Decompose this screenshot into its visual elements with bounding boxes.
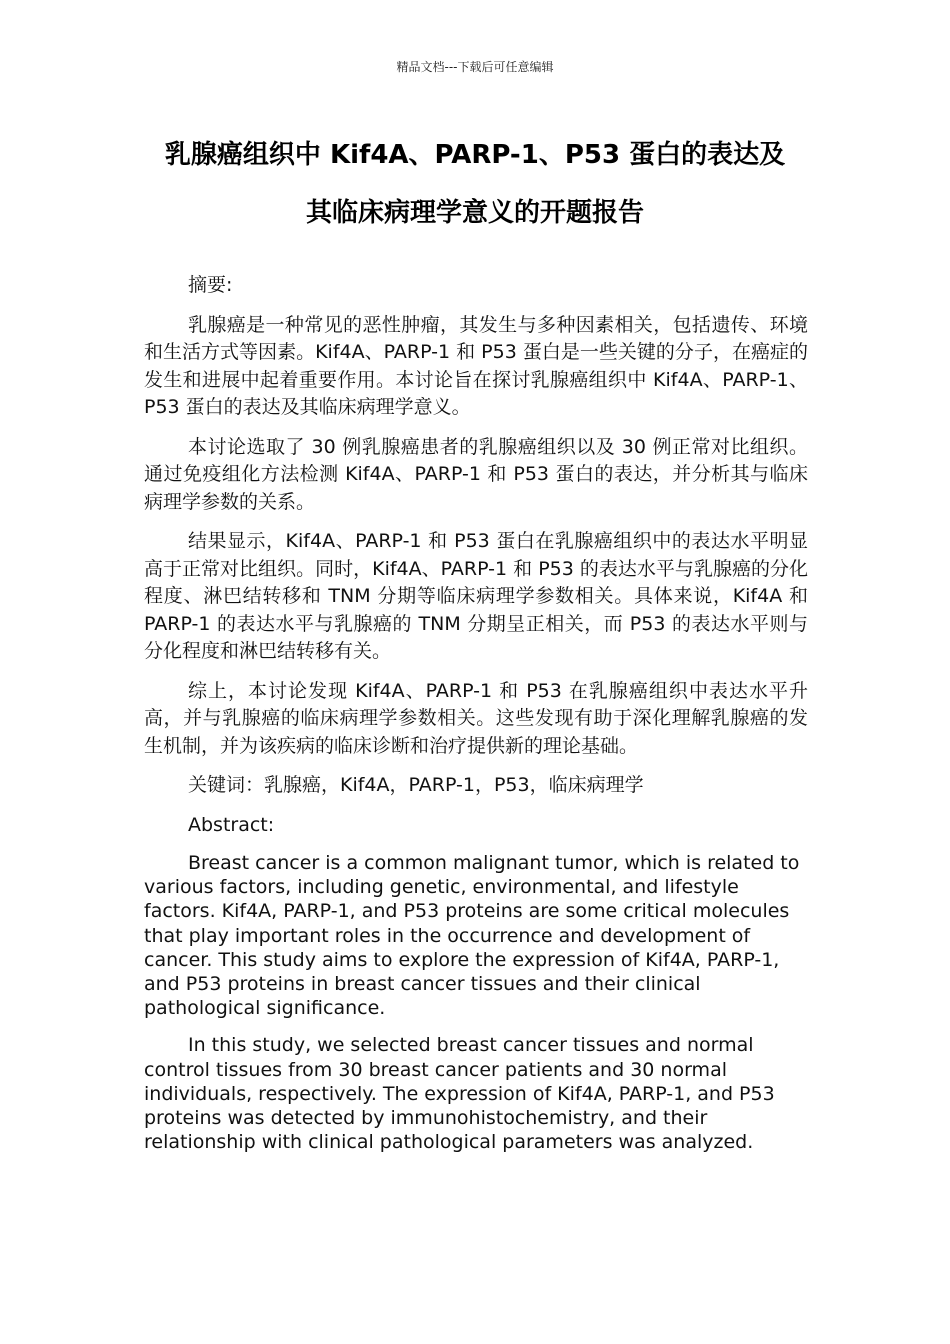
abstract-zh-paragraph-3: 结果显示，Kif4A、PARP-1 和 P53 蛋白在乳腺癌组织中的表达水平明显高于正常对比组织。同时，Kif4A、PARP-1 和 P53 的表达水平与乳腺癌的分化程度、淋巴结转移和 TNM 分期等临床病理学参数相关。具体来说，Kif4A 和 PARP-1 的表达水平与乳腺癌的 TNM 分期呈正相关，而 P53 的表达水平则与分化程度和淋巴结转移有关。 xyxy=(144,530,808,662)
abstract-en-paragraph-1: Breast cancer is a common malignant tumor, which is related to various factors, including genetic, environmental, and lifestyle factors. Kif4A, PARP-1, and P53 proteins are some critical molecules that play important roles in the occurrence and development of cancer. This study aims to explore the expression of Kif4A, PARP-1, and P53 proteins in breast cancer tissues and their clinical pathological significance. xyxy=(144,852,800,1020)
abstract-zh-paragraph-4: 综上，本讨论发现 Kif4A、PARP-1 和 P53 在乳腺癌组织中表达水平升高，并与乳腺癌的临床病理学参数相关。这些发现有助于深化理解乳腺癌的发生机制，并为该疾病的临床诊断和治疗提供新的理论基础。 xyxy=(144,679,808,757)
document-title-line-1: 乳腺癌组织中 Kif4A、PARP-1、P53 蛋白的表达及 xyxy=(164,140,786,170)
abstract-zh-paragraph-1: 乳腺癌是一种常见的恶性肿瘤，其发生与多种因素相关，包括遗传、环境和生活方式等因素。Kif4A、PARP-1 和 P53 蛋白是一些关键的分子，在癌症的发生和进展中起着重要作用。本讨论旨在探讨乳腺癌组织中 Kif4A、PARP-1、P53 蛋白的表达及其临床病理学意义。 xyxy=(144,313,808,418)
abstract-zh-heading: 摘要: xyxy=(188,274,233,296)
abstract-en-paragraph-2: In this study, we selected breast cancer tissues and normal control tissues from 30 breast cancer patients and 30 normal individuals, respectively. The expression of Kif4A, PARP-1, and P53 proteins was detected by immunohistochemistry, and their relationship with clinical pathological parameters was analyzed. xyxy=(144,1034,775,1154)
keywords-line: 关键词：乳腺癌，Kif4A，PARP-1，P53，临床病理学 xyxy=(188,774,644,796)
abstract-zh-paragraph-2: 本讨论选取了 30 例乳腺癌患者的乳腺癌组织以及 30 例正常对比组织。通过免疫组化方法检测 Kif4A、PARP-1 和 P53 蛋白的表达，并分析其与临床病理学参数的关系。 xyxy=(144,435,808,513)
abstract-en-heading: Abstract: xyxy=(188,813,275,836)
document-body xyxy=(144,272,808,1167)
document-title-line-2: 其临床病理学意义的开题报告 xyxy=(305,198,644,228)
header-note: 精品文档---下载后可任意编辑 xyxy=(396,60,554,74)
